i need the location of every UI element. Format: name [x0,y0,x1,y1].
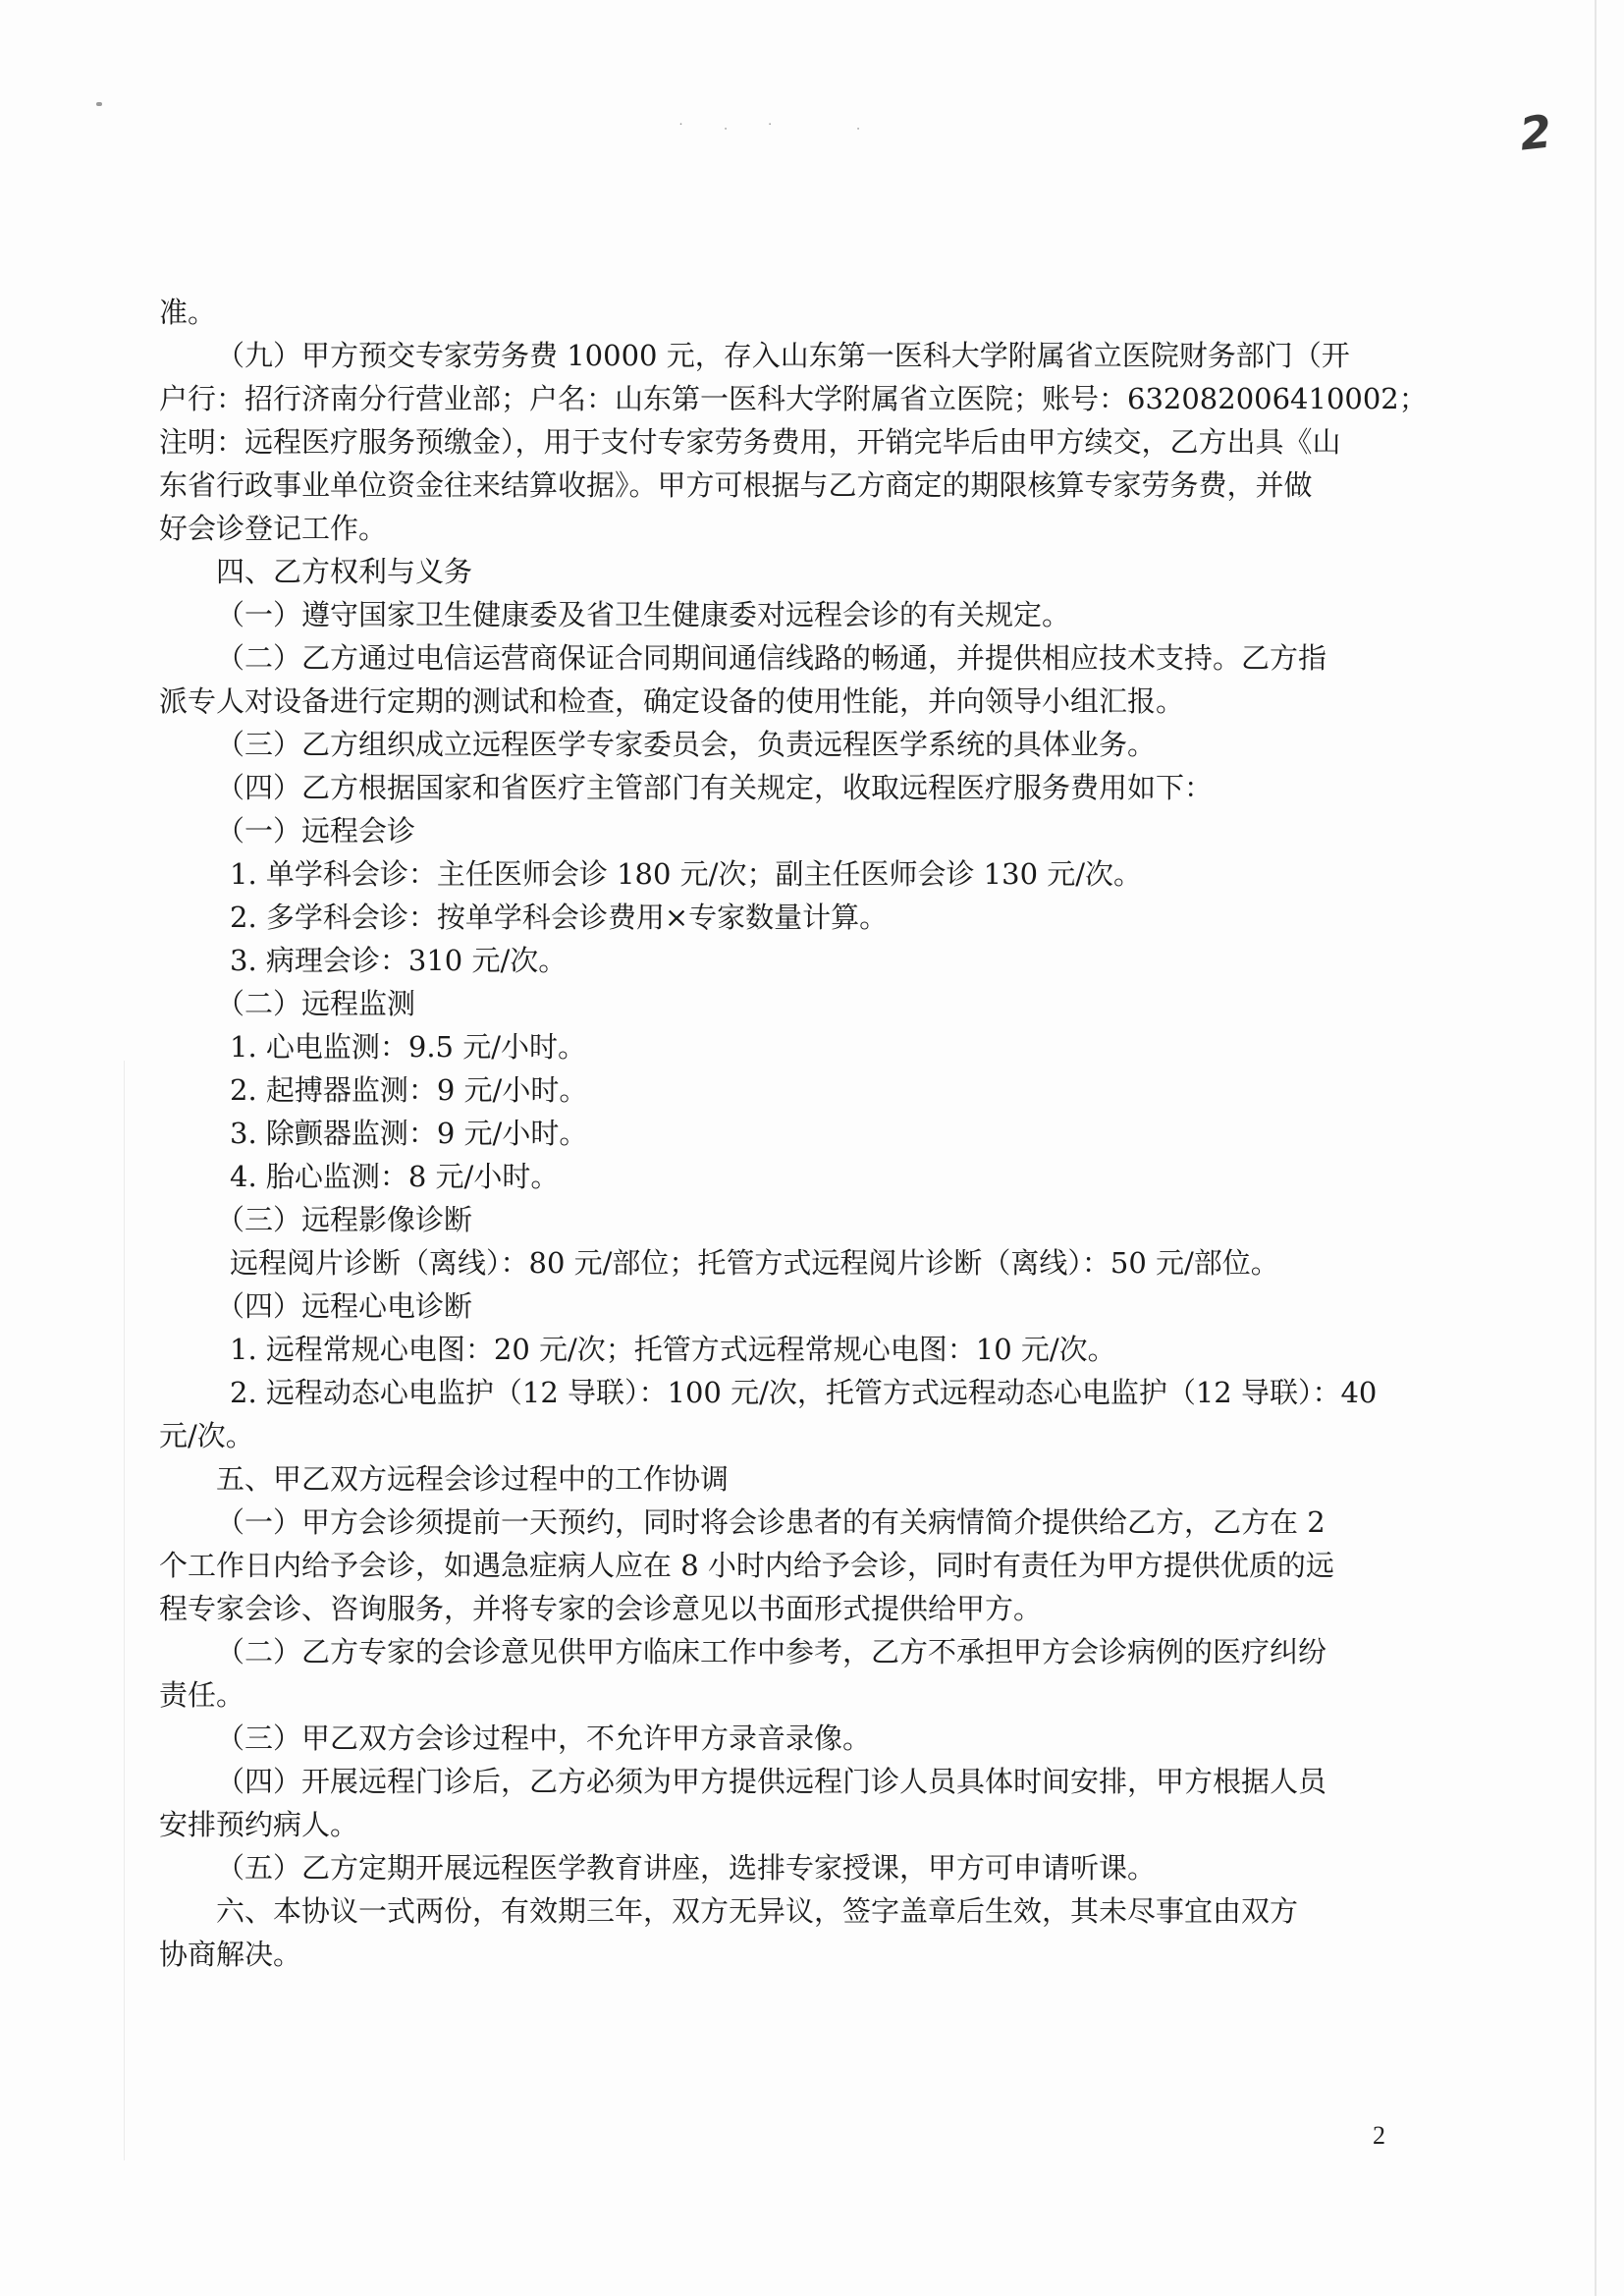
fee-item: 4. 胎心监测：8 元/小时。 [230,1160,560,1193]
scan-speck [96,102,102,106]
section-heading: 六、本协议一式两份，有效期三年，双方无异议，签字盖章后生效，其未尽事宜由双方 [216,1894,1299,1928]
text-line: 元/次。 [159,1419,254,1452]
fee-item: 2. 远程动态心电监护（12 导联）：100 元/次，托管方式远程动态心电监护（12 导联）：40 [230,1376,1378,1409]
text-line: 协商解决。 [159,1938,302,1971]
page-number: 2 [1373,2121,1385,2150]
text-line: （五）乙方定期开展远程医学教育讲座，选排专家授课，甲方可申请听课。 [216,1851,1157,1885]
text-line: 户行：招行济南分行营业部；户名：山东第一医科大学附属省立医院；账号：632082006410002； [159,382,1428,415]
text-line: （三）甲乙双方会诊过程中，不允许甲方录音录像。 [216,1722,872,1755]
text-line: 东省行政事业单位资金往来结算收据》。甲方可根据与乙方商定的期限核算专家劳务费，并做 [159,468,1313,502]
scan-marks: ˙ᐧ˙ ᐧ [677,122,899,137]
fee-item: 2. 起搏器监测：9 元/小时。 [230,1073,588,1107]
text-line: 责任。 [159,1678,245,1712]
section-heading: 四、乙方权利与义务 [216,555,473,588]
section-heading: 五、甲乙双方远程会诊过程中的工作协调 [216,1462,730,1496]
handwritten-page-mark: 2 [1517,104,1554,161]
text-line: （一）甲方会诊须提前一天预约，同时将会诊患者的有关病情简介提供给乙方，乙方在 2 [216,1505,1326,1539]
fee-item: 3. 除颤器监测：9 元/小时。 [230,1117,588,1150]
text-line: （三）乙方组织成立远程医学专家委员会，负责远程医学系统的具体业务。 [216,728,1157,761]
text-line: 准。 [159,296,217,329]
fee-item: 1. 心电监测：9.5 元/小时。 [230,1030,586,1064]
fee-item: 2. 多学科会诊：按单学科会诊费用×专家数量计算。 [230,901,889,934]
scan-fold-line [124,1061,125,2160]
agreement-body [159,291,1435,1976]
fee-item: 远程阅片诊断（离线）：80 元/部位；托管方式远程阅片诊断（离线）：50 元/部位。 [230,1246,1279,1280]
text-line: （四）乙方根据国家和省医疗主管部门有关规定，收取远程医疗服务费用如下： [216,771,1214,804]
fee-item: 1. 单学科会诊：主任医师会诊 180 元/次；副主任医师会诊 130 元/次。 [230,857,1143,891]
fee-item: 1. 远程常规心电图：20 元/次；托管方式远程常规心电图：10 元/次。 [230,1333,1116,1366]
text-line: （二）乙方通过电信运营商保证合同期间通信线路的畅通，并提供相应技术支持。乙方指 [216,641,1327,675]
fee-item: 3. 病理会诊：310 元/次。 [230,944,568,977]
text-line: （一）遵守国家卫生健康委及省卫生健康委对远程会诊的有关规定。 [216,598,1071,631]
subsection-heading: （二）远程监测 [216,987,416,1020]
subsection-heading: （四）远程心电诊断 [216,1289,473,1323]
text-line: （九）甲方预交专家劳务费 10000 元，存入山东第一医科大学附属省立医院财务部门（开 [216,339,1350,372]
text-line: 安排预约病人。 [159,1808,359,1841]
subsection-heading: （三）远程影像诊断 [216,1203,473,1236]
text-line: 个工作日内给予会诊，如遇急症病人应在 8 小时内给予会诊，同时有责任为甲方提供优质的远 [159,1549,1334,1582]
text-line: 好会诊登记工作。 [159,512,388,545]
scan-edge-shadow [1595,0,1597,2296]
text-line: （四）开展远程门诊后，乙方必须为甲方提供远程门诊人员具体时间安排，甲方根据人员 [216,1765,1327,1798]
text-line: 程专家会诊、咨询服务，并将专家的会诊意见以书面形式提供给甲方。 [159,1592,1043,1625]
text-line: 派专人对设备进行定期的测试和检查，确定设备的使用性能，并向领导小组汇报。 [159,684,1185,718]
subsection-heading: （一）远程会诊 [216,814,416,847]
text-line: 注明：远程医疗服务预缴金），用于支付专家劳务费用，开销完毕后由甲方续交，乙方出具《山 [159,425,1341,459]
text-line: （二）乙方专家的会诊意见供甲方临床工作中参考，乙方不承担甲方会诊病例的医疗纠纷 [216,1635,1327,1668]
